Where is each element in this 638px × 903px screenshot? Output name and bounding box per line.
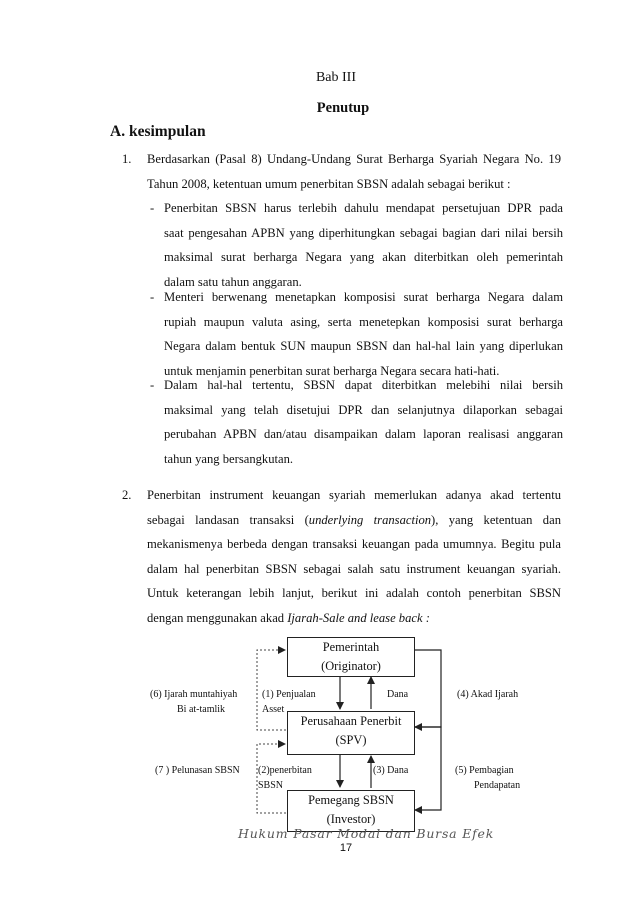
- label-penerbitan-sbsn: [258, 763, 312, 793]
- label-6-line-1: (6) Ijarah muntahiyah: [150, 689, 238, 700]
- item-2-line-2-a: sebagai landasan transaksi (: [147, 512, 309, 527]
- list-number-1: 1.: [122, 152, 132, 166]
- label-pembagian-pendapatan: [455, 763, 520, 793]
- bullet-2-line-2: rupiah maupun valuta asing, serta menetepkan komposisi surat berharga: [164, 314, 563, 329]
- bullet-1-line-1: Penerbitan SBSN harus terlebih dahulu mendapat persetujuan DPR pada: [164, 201, 563, 215]
- label-2-line-1: (2)penerbitan: [258, 765, 312, 776]
- footer-book-title: Hukum Pasar Modal dan Bursa Efek: [238, 826, 495, 841]
- label-5-line-1: (5) Pembagian: [455, 765, 514, 776]
- label-ijarah-muntahiyah: [150, 687, 237, 717]
- item-2-line-4: dalam hal penerbitan SBSN sebagai salah satu instrument keuangan syariah.: [147, 561, 561, 576]
- label-2-line-2: SBSN: [258, 780, 284, 791]
- item-1-line-2: Tahun 2008, ketentuan umum penerbitan SBSN adalah sebagai berikut :: [147, 176, 511, 191]
- item-2-line-2-italic: underlying transaction: [308, 512, 432, 527]
- label-dana: Dana: [387, 689, 409, 700]
- bullet-3-line-2: maksimal yang telah disetujui DPR dan selanjutnya dilaporkan sebagai: [164, 402, 563, 417]
- arrow-akad-ijarah: [414, 650, 441, 727]
- item-2-line-1: Penerbitan instrument keuangan syariah memerlukan adanya akad tertentu: [147, 488, 561, 502]
- bullet-2-line-1: Menteri berwenang menetapkan komposisi surat berharga Negara dalam: [164, 290, 563, 304]
- bullet-1-line-3: maksimal surat berharga Negara yang akan diterbitkan oleh pemerintah: [164, 250, 563, 265]
- box-spv: [287, 711, 415, 755]
- label-penjualan-asset: [262, 687, 316, 717]
- box-originator-line-2: (Originator): [321, 659, 381, 673]
- label-dana-3: (3) Dana: [373, 765, 409, 776]
- section-heading: A. kesimpulan: [110, 123, 206, 140]
- bullet-2-line-3: Negara dalam bentuk SUN maupun SBSN dan hal-hal lain yang diperlukan: [164, 339, 563, 354]
- bullet-3-line-4: tahun yang bersangkutan.: [164, 451, 294, 466]
- item-1-line-1: Berdasarkan (Pasal 8) Undang-Undang Surat Berharga Syariah Negara No. 19: [147, 152, 561, 166]
- label-5-line-2: Pendapatan: [474, 780, 521, 791]
- bullet-3-line-3: perubahan APBN dan/atau disampaikan dalam laporan realisasi anggaran: [164, 427, 563, 442]
- label-akad-ijarah: (4) Akad Ijarah: [457, 689, 519, 700]
- label-1-line-2: Asset: [262, 704, 285, 715]
- item-2-line-6-a: dengan menggunakan akad: [147, 610, 288, 625]
- list-number-2: 2.: [122, 488, 132, 502]
- bullet-1-line-2: saat pengesahan APBN yang diperhitungkan sebagai bagian dari nilai bersih: [164, 225, 563, 240]
- box-originator-line-1: Pemerintah: [322, 640, 380, 654]
- box-investor-line-1: Pemegang SBSN: [308, 793, 394, 807]
- page-number: 17: [339, 842, 353, 854]
- chapter-heading: Bab III: [315, 70, 357, 85]
- box-originator: [287, 637, 415, 677]
- item-2-line-3: mekanismenya berbeda dengan transaksi keuangan pada umumnya. Begitu pula: [147, 537, 561, 552]
- bullet-1-line-4: dalam satu tahun anggaran.: [164, 274, 302, 289]
- arrow-pembagian-pendapatan: [414, 727, 441, 810]
- bullet-dash-1: -: [150, 201, 155, 215]
- box-investor-line-2: (Investor): [326, 812, 376, 826]
- label-6-line-2: Bi at-tamlik: [177, 704, 226, 715]
- bullet-dash-2: -: [150, 290, 155, 304]
- box-spv-line-1: Perusahaan Penerbit: [300, 714, 402, 728]
- item-2-line-6-italic: Ijarah-Sale and lease back :: [287, 610, 430, 625]
- bullet-3-line-1: Dalam hal-hal tertentu, SBSN dapat diterbitkan melebihi nilai bersih: [164, 378, 563, 392]
- label-pelunasan-sbsn: (7 ) Pelunasan SBSN: [155, 765, 240, 776]
- page-title: Penutup: [316, 100, 370, 116]
- box-spv-line-2: (SPV): [335, 733, 367, 747]
- bullet-2-line-4: untuk menjamin penerbitan surat berharga Negara secara hati-hati.: [164, 363, 500, 378]
- item-2-line-5: Untuk keterangan lebih lanjut, berikut ini adalah contoh penerbitan SBSN: [147, 586, 561, 601]
- label-1-line-1: (1) Penjualan: [262, 689, 316, 700]
- item-2-line-2-b: ), yang ketentuan dan: [431, 512, 561, 527]
- bullet-dash-3: -: [150, 378, 155, 392]
